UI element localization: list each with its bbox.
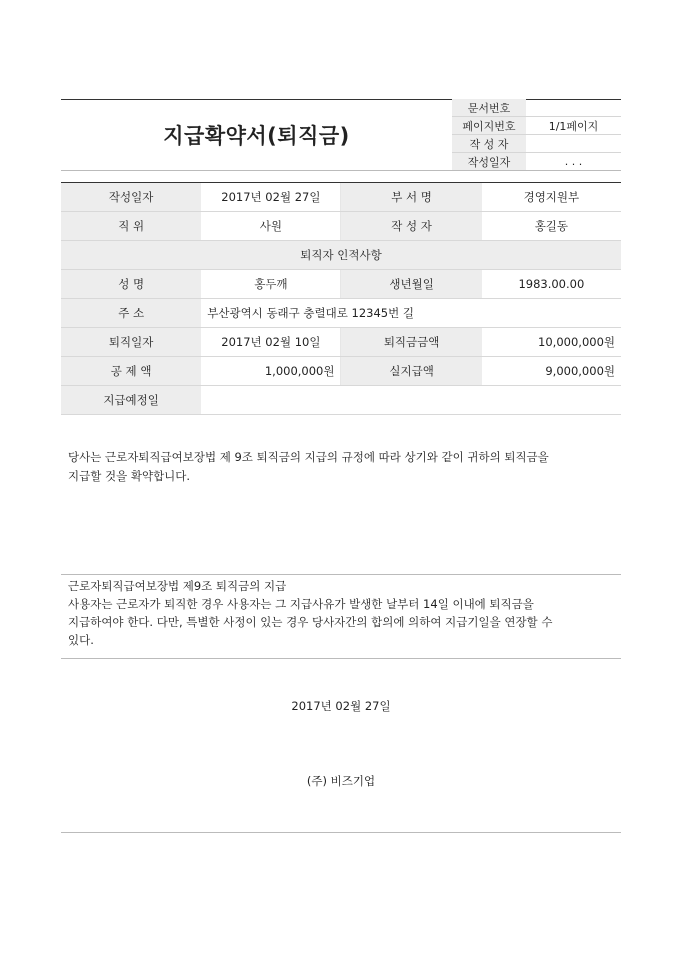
info-row	[61, 357, 621, 386]
info-label: 성 명	[61, 270, 201, 299]
law-bottom-rule	[61, 658, 621, 659]
law-line: 지급하여야 한다. 다만, 특별한 사정이 있는 경우 당사자간의 합의에 의하여 지급기일을 연장할 수	[68, 615, 553, 629]
meta-value	[526, 99, 621, 117]
document-title: 지급확약서(퇴직금)	[163, 123, 350, 148]
meta-value: 1/1페이지	[526, 117, 621, 135]
document-header	[61, 99, 621, 170]
meta-row-doc-number	[452, 99, 621, 117]
payment-date-value	[201, 386, 621, 415]
info-value: 2017년 02월 10일	[201, 328, 341, 357]
info-row	[61, 270, 621, 299]
law-heading: 근로자퇴직급여보장법 제9조 퇴직금의 지급	[68, 579, 287, 593]
info-label: 지급예정일	[61, 386, 201, 415]
info-label: 퇴직금금액	[341, 328, 482, 357]
law-line: 있다.	[68, 633, 94, 647]
confirmation-text	[68, 448, 618, 486]
info-table	[61, 183, 621, 415]
info-value: 홍두깨	[201, 270, 341, 299]
document-meta-table	[452, 99, 621, 171]
info-row	[61, 328, 621, 357]
meta-row-page-number	[452, 117, 621, 135]
info-label: 생년월일	[341, 270, 482, 299]
info-label: 퇴직일자	[61, 328, 201, 357]
section-title: 퇴직자 인적사항	[61, 241, 621, 270]
info-value: 홍길동	[482, 212, 621, 241]
info-label: 주 소	[61, 299, 201, 328]
law-excerpt	[68, 577, 618, 649]
meta-row-date	[452, 153, 621, 171]
company-name: (주) 비즈기업	[306, 774, 376, 788]
meta-value: . . .	[526, 153, 621, 171]
bottom-rule	[61, 832, 621, 833]
meta-value	[526, 135, 621, 153]
issue-date: 2017년 02월 27일	[291, 699, 391, 713]
info-label: 공 제 액	[61, 357, 201, 386]
confirmation-line: 당사는 근로자퇴직급여보장법 제 9조 퇴직금의 지급의 규정에 따라 상기와 같이 귀하의 퇴직금을	[68, 450, 549, 464]
info-label: 부 서 명	[341, 183, 482, 212]
law-line: 사용자는 근로자가 퇴직한 경우 사용자는 그 지급사유가 발생한 날부터 14일 이내에 퇴직금을	[68, 597, 534, 611]
law-top-rule	[61, 574, 621, 575]
address-value: 부산광역시 동래구 충렬대로 12345번 길	[201, 299, 621, 328]
meta-label: 페이지번호	[452, 117, 526, 135]
info-label: 작성일자	[61, 183, 201, 212]
info-value: 1983.00.00	[482, 270, 621, 299]
info-value: 10,000,000원	[482, 328, 621, 357]
info-section-row	[61, 241, 621, 270]
info-value: 9,000,000원	[482, 357, 621, 386]
meta-label: 작 성 자	[452, 135, 526, 153]
header-bottom-rule	[61, 170, 621, 171]
info-row	[61, 212, 621, 241]
confirmation-line: 지급할 것을 확약합니다.	[68, 469, 191, 483]
info-row	[61, 386, 621, 415]
info-value: 1,000,000원	[201, 357, 341, 386]
meta-row-author	[452, 135, 621, 153]
info-row	[61, 299, 621, 328]
info-value: 2017년 02월 27일	[201, 183, 341, 212]
info-value: 경영지원부	[482, 183, 621, 212]
info-label: 작 성 자	[341, 212, 482, 241]
info-row	[61, 183, 621, 212]
meta-label: 작성일자	[452, 153, 526, 171]
meta-label: 문서번호	[452, 99, 526, 117]
info-value: 사원	[201, 212, 341, 241]
info-label: 실지급액	[341, 357, 482, 386]
info-label: 직 위	[61, 212, 201, 241]
